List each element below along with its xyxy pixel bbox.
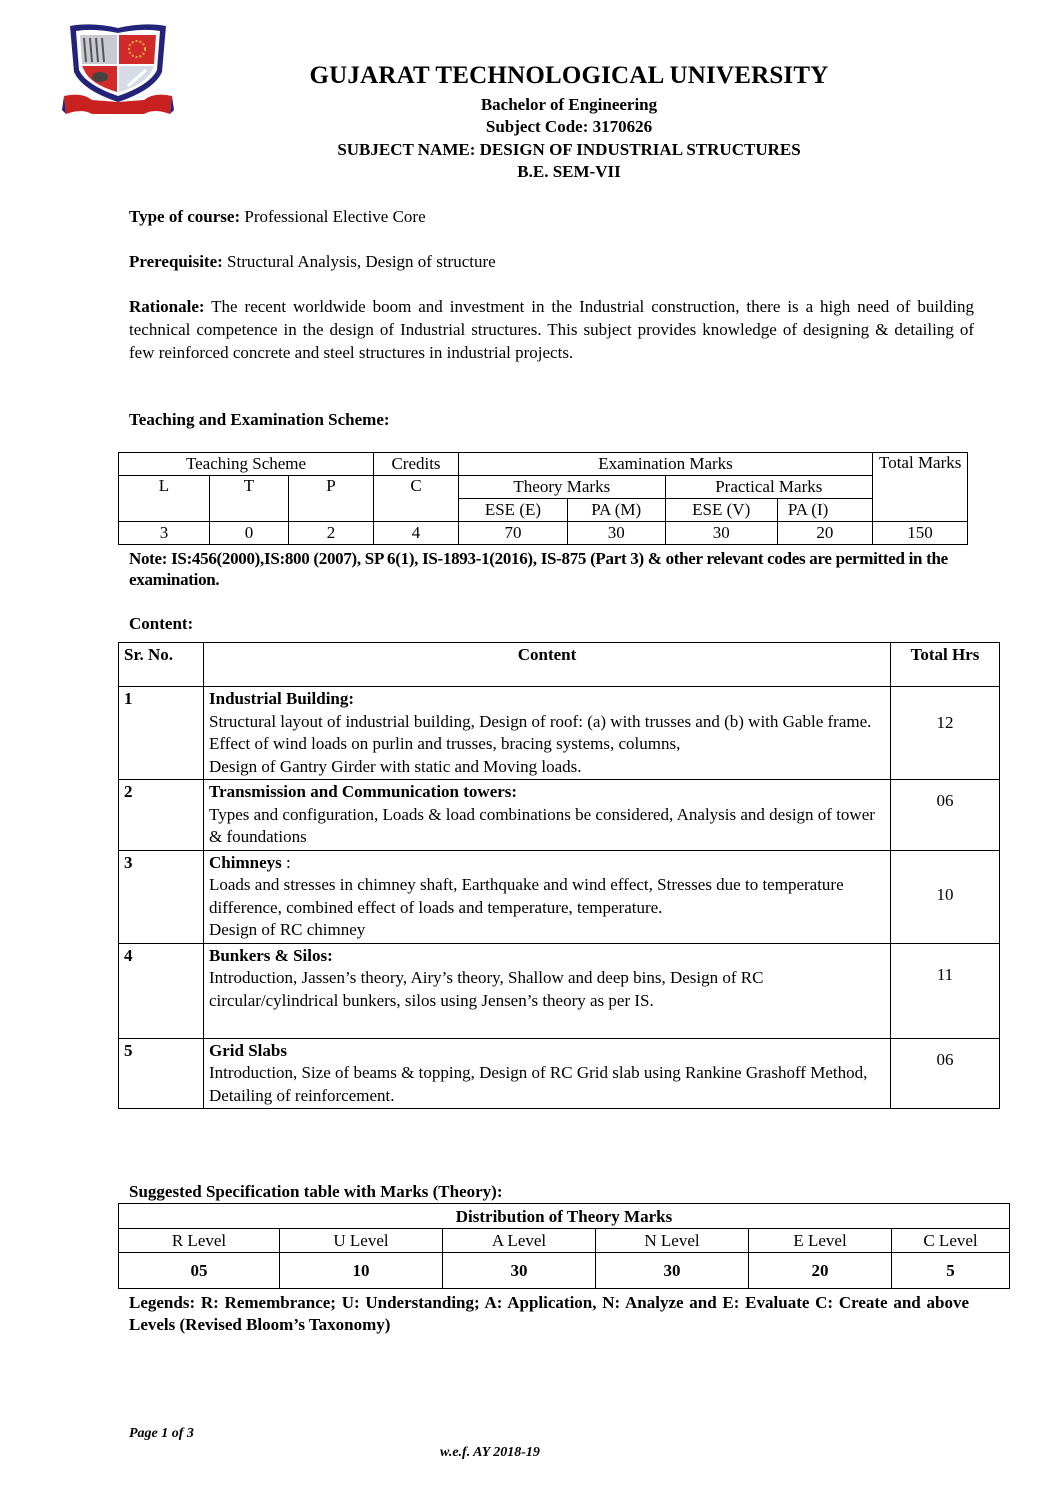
- table-row: [119, 687, 1000, 780]
- row-line: Introduction, Size of beams & topping, Design of RC Grid slab using Rankine Grashoff Method, Detailing of reinforcement.: [209, 1063, 868, 1105]
- row-hrs: 12: [891, 687, 1000, 780]
- level-mark: 5: [892, 1253, 1010, 1289]
- spec-table: [118, 1203, 1010, 1289]
- row-heading: Grid Slabs: [209, 1040, 287, 1060]
- p-header: P: [289, 476, 374, 522]
- row-hrs: 10: [891, 850, 1000, 943]
- row-hrs: 11: [891, 943, 1000, 1038]
- course-type-label: Type of course:: [129, 207, 241, 226]
- spec-table-title: Suggested Specification table with Marks (Theory):: [129, 1182, 503, 1201]
- content-title: Content:: [129, 614, 194, 633]
- sr-no-header: Sr. No.: [119, 643, 204, 687]
- row-line: Introduction, Jassen’s theory, Airy’s theory, Shallow and deep bins, Design of RC circular/cylindrical bunkers, silos using Jensen’s theory as per IS.: [209, 968, 764, 1010]
- c-header: C: [374, 476, 459, 522]
- row-hrs: 06: [891, 1038, 1000, 1109]
- row-content: [204, 687, 891, 780]
- level-mark: 30: [596, 1253, 749, 1289]
- page-number: Page 1 of 3: [129, 1426, 194, 1441]
- prerequisite: [129, 250, 974, 273]
- content-header: Content: [204, 643, 891, 687]
- row-line: Types and configuration, Loads & load combinations be considered, Analysis and design of tower & foundations: [209, 804, 875, 846]
- level-mark: 05: [119, 1253, 280, 1289]
- course-type-value: Professional Elective Core: [244, 207, 426, 226]
- teaching-scheme-header: Teaching Scheme: [119, 453, 374, 476]
- table-row: [119, 850, 1000, 943]
- credits-header: Credits: [374, 453, 459, 476]
- l-header: L: [119, 476, 210, 522]
- ese-v-value: 30: [665, 522, 777, 545]
- permitted-codes-note: Note: IS:456(2000),IS:800 (2007), SP 6(1), IS-1893-1(2016), IS-875 (Part 3) & other relevant codes are permitted in the examination.: [129, 549, 948, 589]
- level-header: U Level: [280, 1229, 443, 1253]
- row-line: Design of RC chimney: [209, 920, 366, 939]
- row-line: Loads and stresses in chimney shaft, Earthquake and wind effect, Stresses due to temperature difference, combined effect of loads and temperature, temperature.: [209, 875, 844, 917]
- pa-i-header: PA (I): [777, 499, 872, 522]
- row-heading-suffix: :: [281, 852, 291, 872]
- table-row: [119, 1038, 1000, 1109]
- level-mark: 10: [280, 1253, 443, 1289]
- pa-m-header: PA (M): [567, 499, 665, 522]
- row-sr: 4: [119, 943, 204, 1038]
- pa-i-value: 20: [777, 522, 872, 545]
- row-heading: Bunkers & Silos:: [209, 945, 333, 965]
- ese-e-header: ESE (E): [459, 499, 568, 522]
- ese-e-value: 70: [459, 522, 568, 545]
- level-header: R Level: [119, 1229, 280, 1253]
- university-name: GUJARAT TECHNOLOGICAL UNIVERSITY: [309, 62, 829, 89]
- total-hrs-header: Total Hrs: [891, 643, 1000, 687]
- ese-v-header: ESE (V): [665, 499, 777, 522]
- level-header: N Level: [596, 1229, 749, 1253]
- row-line: Effect of wind loads on purlin and trusses, bracing systems, columns,: [209, 734, 681, 753]
- row-sr: 1: [119, 687, 204, 780]
- table-row: [119, 780, 1000, 851]
- row-content: [204, 780, 891, 851]
- row-sr: 3: [119, 850, 204, 943]
- row-sr: 5: [119, 1038, 204, 1109]
- content-table: [118, 642, 1000, 1109]
- row-content: [204, 850, 891, 943]
- t-header: T: [210, 476, 289, 522]
- subject-name: SUBJECT NAME: DESIGN OF INDUSTRIAL STRUCTURES: [337, 140, 801, 159]
- course-type: [129, 205, 974, 228]
- rationale-label: Rationale:: [129, 297, 205, 316]
- prerequisite-label: Prerequisite:: [129, 252, 223, 271]
- rationale: [129, 295, 974, 364]
- practical-marks-header: Practical Marks: [665, 476, 872, 499]
- total-marks-value: 150: [873, 522, 968, 545]
- semester: B.E. SEM-VII: [517, 162, 621, 181]
- subject-code: Subject Code: 3170626: [485, 117, 653, 136]
- level-header: E Level: [749, 1229, 892, 1253]
- level-header: C Level: [892, 1229, 1010, 1253]
- table-row: [119, 943, 1000, 1038]
- effective-year: w.e.f. AY 2018-19: [440, 1445, 540, 1460]
- row-heading: Transmission and Communication towers:: [209, 782, 518, 801]
- row-hrs: 06: [891, 780, 1000, 851]
- row-sr: 2: [119, 780, 204, 851]
- t-value: 0: [210, 522, 289, 545]
- row-content: [204, 1038, 891, 1109]
- degree-name: Bachelor of Engineering: [480, 95, 658, 114]
- row-heading: Chimneys: [209, 852, 282, 872]
- row-heading: Industrial Building:: [209, 689, 355, 708]
- level-mark: 30: [443, 1253, 596, 1289]
- c-value: 4: [374, 522, 459, 545]
- rationale-value: The recent worldwide boom and investment in the Industrial construction, there is a high need of building technical competence in the design of Industrial structures. This subject provides knowledge of designing & detailing of few reinforced concrete and steel structures in industrial projects.: [129, 297, 974, 362]
- row-line: Structural layout of industrial building, Design of roof: (a) with trusses and (b) with Gable frame.: [209, 711, 872, 731]
- row-content: [204, 943, 891, 1038]
- total-marks-header: Total Marks: [873, 453, 968, 522]
- level-header: A Level: [443, 1229, 596, 1253]
- row-line: Design of Gantry Girder with static and Moving loads.: [209, 756, 582, 776]
- scheme-title: Teaching and Examination Scheme:: [129, 410, 390, 429]
- level-mark: 20: [749, 1253, 892, 1289]
- prerequisite-value: Structural Analysis, Design of structure: [227, 252, 496, 271]
- p-value: 2: [289, 522, 374, 545]
- theory-marks-header: Theory Marks: [459, 476, 666, 499]
- teaching-exam-scheme-table: [118, 452, 968, 545]
- pa-m-value: 30: [567, 522, 665, 545]
- examination-marks-header: Examination Marks: [459, 453, 873, 476]
- spec-caption: Distribution of Theory Marks: [119, 1204, 1010, 1229]
- legends-text: Legends: R: Remembrance; U: Understanding; A: Application, N: Analyze and E: Evaluate C: Create and above Levels (Revised Bloom’s Taxonomy): [129, 1293, 969, 1334]
- l-value: 3: [119, 522, 210, 545]
